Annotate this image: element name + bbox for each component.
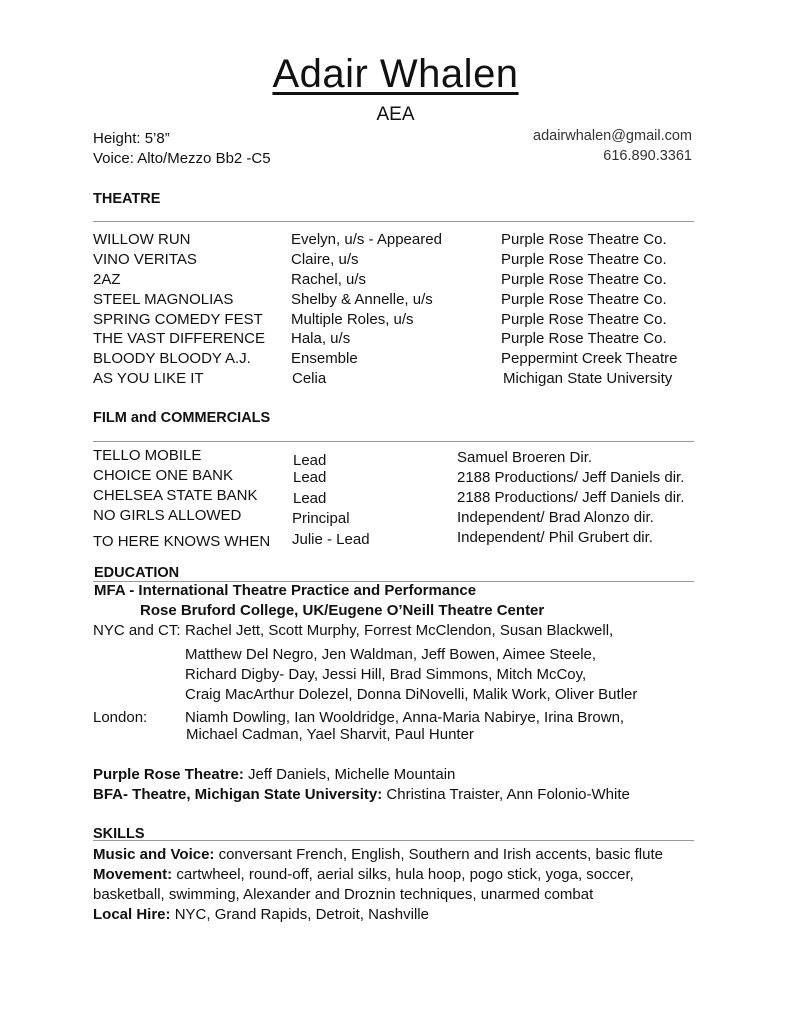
skills-heading: SKILLS [93,826,145,842]
theatre-role: Multiple Roles, u/s [291,311,414,328]
theatre-heading: THEATRE [93,191,161,207]
local-hire-text: NYC, Grand Rapids, Detroit, Nashville [170,906,429,923]
bfa-training [93,786,630,803]
movement-label: Movement: [93,866,173,883]
film-role: Principal [292,510,350,527]
theatre-divider [93,221,694,222]
email: adairwhalen@gmail.com [533,128,692,144]
film-role: Lead [293,490,327,507]
music-skills [93,846,663,863]
music-text: conversant French, English, Southern and Irish accents, basic flute [214,846,663,863]
film-role: Lead [293,469,327,486]
theatre-venue: Purple Rose Theatre Co. [501,311,667,328]
film-credit: Samuel Broeren Dir. [457,449,593,466]
movement-skills [93,866,634,883]
actor-name: Adair Whalen [272,52,519,96]
purple-rose-label: Purple Rose Theatre: [93,766,244,783]
theatre-venue: Purple Rose Theatre Co. [501,291,667,308]
skills-divider [93,840,694,841]
theatre-role: Rachel, u/s [291,271,367,288]
bfa-label: BFA- Theatre, Michigan State University: [93,786,383,803]
theatre-show: STEEL MAGNOLIAS [93,291,234,308]
theatre-show: 2AZ [93,271,121,288]
height-stat: Height: 5’8” [93,130,170,147]
theatre-venue: Purple Rose Theatre Co. [501,330,667,347]
theatre-show: THE VAST DIFFERENCE [93,330,265,347]
film-title: TO HERE KNOWS WHEN [93,533,271,550]
film-title: CHOICE ONE BANK [93,467,234,484]
union-affiliation: AEA [376,104,415,125]
theatre-show: BLOODY BLOODY A.J. [93,350,251,367]
theatre-venue: Peppermint Creek Theatre [501,350,678,367]
film-title: CHELSEA STATE BANK [93,487,258,504]
nyc-teachers: Matthew Del Negro, Jen Waldman, Jeff Bowen, Aimee Steele, [185,646,597,663]
film-title: TELLO MOBILE [93,447,202,464]
theatre-role: Shelby & Annelle, u/s [291,291,433,308]
theatre-role: Ensemble [291,350,358,367]
film-credit: 2188 Productions/ Jeff Daniels dir. [457,469,685,486]
theatre-role: Celia [292,370,327,387]
london-teachers: Niamh Dowling, Ian Wooldridge, Anna-Maria Nabirye, Irina Brown, [185,709,625,726]
bfa-teachers: Christina Traister, Ann Folonio-White [382,786,630,803]
film-heading: FILM and COMMERCIALS [93,410,271,426]
theatre-show: VINO VERITAS [93,251,197,268]
film-credit: Independent/ Phil Grubert dir. [457,529,653,546]
film-role: Julie - Lead [292,531,370,548]
music-label: Music and Voice: [93,846,215,863]
nyc-teachers: Craig MacArthur Dolezel, Donna DiNovelli, Malik Work, Oliver Butler [185,686,638,703]
mfa-degree: MFA - International Theatre Practice and Performance [94,582,477,599]
voice-stat: Voice: Alto/Mezzo Bb2 -C5 [93,150,271,167]
mfa-school: Rose Bruford College, UK/Eugene O’Neill Theatre Center [140,602,545,619]
phone: 616.890.3361 [603,148,692,164]
theatre-venue: Michigan State University [503,370,673,387]
theatre-show: SPRING COMEDY FEST [93,311,263,328]
movement-text-continued: basketball, swimming, Alexander and Droznin techniques, unarmed combat [93,886,594,903]
film-title: NO GIRLS ALLOWED [93,507,242,524]
film-role: Lead [293,452,327,469]
theatre-show: WILLOW RUN [93,231,191,248]
theatre-venue: Purple Rose Theatre Co. [501,231,667,248]
london-label: London: [93,709,148,726]
nyc-teachers: Richard Digby- Day, Jessi Hill, Brad Simmons, Mitch McCoy, [185,666,587,683]
nyc-teachers: Rachel Jett, Scott Murphy, Forrest McClendon, Susan Blackwell, [185,622,614,639]
film-credit: Independent/ Brad Alonzo dir. [457,509,654,526]
london-teachers: Michael Cadman, Yael Sharvit, Paul Hunter [186,726,474,743]
education-heading: EDUCATION [94,565,180,581]
theatre-venue: Purple Rose Theatre Co. [501,251,667,268]
local-hire [93,906,429,923]
purple-rose-teachers: Jeff Daniels, Michelle Mountain [243,766,456,783]
theatre-role: Evelyn, u/s - Appeared [291,231,442,248]
purple-rose-training [93,766,455,783]
movement-text: cartwheel, round-off, aerial silks, hula hoop, pogo stick, yoga, soccer, [172,866,634,883]
theatre-show: AS YOU LIKE IT [93,370,204,387]
local-hire-label: Local Hire: [93,906,171,923]
nyc-label: NYC and CT: [93,622,181,639]
theatre-venue: Purple Rose Theatre Co. [501,271,667,288]
theatre-role: Hala, u/s [291,330,351,347]
theatre-role: Claire, u/s [291,251,359,268]
film-credit: 2188 Productions/ Jeff Daniels dir. [457,489,685,506]
film-divider [93,441,694,442]
